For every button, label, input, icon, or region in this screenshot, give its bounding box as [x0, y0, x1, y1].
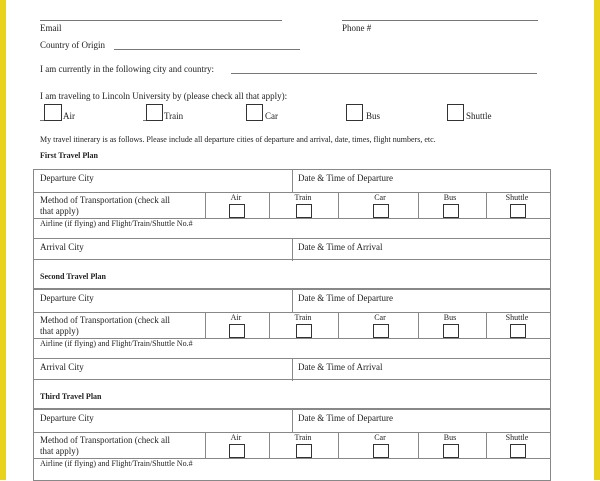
shuttle-method-checkbox[interactable] — [510, 204, 526, 218]
option-divider — [486, 433, 487, 459]
car-method-checkbox[interactable] — [373, 444, 389, 458]
car-method-label: Car — [374, 193, 386, 202]
departure-datetime-label: Date & Time of Departure — [298, 173, 393, 183]
method-label-line1: Method of Transportation (check all — [40, 315, 170, 325]
option-divider — [338, 433, 339, 459]
train-method-label: Train — [294, 313, 312, 322]
arrival-row-bottom — [33, 259, 550, 260]
departure-divider — [292, 170, 293, 192]
plan-title: First Travel Plan — [40, 151, 98, 160]
country-label: Country of Origin — [40, 40, 105, 50]
car-method-checkbox[interactable] — [373, 204, 389, 218]
bus-method-checkbox[interactable] — [443, 444, 459, 458]
shuttle-method-label: Shuttle — [505, 433, 529, 442]
phone-label: Phone # — [342, 23, 372, 33]
method-label-line2: that apply) — [40, 326, 79, 336]
option-divider — [338, 193, 339, 219]
bus-method-label: Bus — [443, 313, 457, 322]
air-method-checkbox[interactable] — [229, 204, 245, 218]
departure-city-label: Departure City — [40, 173, 94, 183]
bus-method-checkbox[interactable] — [443, 324, 459, 338]
departure-row — [34, 410, 550, 432]
method-label-line1: Method of Transportation (check all — [40, 435, 170, 445]
air-option-label: Air — [63, 111, 75, 121]
method-label — [40, 435, 170, 457]
arrival-divider — [292, 239, 293, 261]
shuttle-method-label: Shuttle — [505, 193, 529, 202]
arrival-row — [34, 358, 550, 409]
bus-checkbox[interactable] — [346, 104, 363, 121]
airline-row — [34, 458, 550, 481]
right-border — [594, 0, 600, 480]
option-divider — [269, 433, 270, 459]
departure-datetime-label: Date & Time of Departure — [298, 293, 393, 303]
airline-label: Airline (if flying) and Flight/Train/Shuttle No.# — [40, 339, 193, 348]
left-border — [0, 0, 6, 480]
bus-method-label: Bus — [443, 433, 457, 442]
car-option-label: Car — [265, 111, 278, 121]
method-label-line1: Method of Transportation (check all — [40, 195, 170, 205]
arrival-city-label: Arrival City — [40, 362, 84, 372]
email-field[interactable] — [40, 20, 282, 21]
arrival-row — [34, 238, 550, 289]
option-divider — [269, 313, 270, 339]
option-divider — [338, 313, 339, 339]
phone-field[interactable] — [342, 20, 538, 21]
departure-datetime-label: Date & Time of Departure — [298, 413, 393, 423]
air-method-label: Air — [230, 433, 242, 442]
current-location-field[interactable] — [231, 73, 537, 74]
train-method-checkbox[interactable] — [296, 204, 312, 218]
current-location-label: I am currently in the following city and country: — [40, 64, 214, 74]
air-method-label: Air — [230, 313, 242, 322]
option-divider — [269, 193, 270, 219]
arrival-datetime-label: Date & Time of Arrival — [298, 362, 383, 372]
option-divider — [418, 193, 419, 219]
train-method-checkbox[interactable] — [296, 444, 312, 458]
bus-method-label: Bus — [443, 193, 457, 202]
travel-plan-table — [33, 169, 551, 289]
option-divider — [418, 313, 419, 339]
shuttle-option-label: Shuttle — [466, 111, 492, 121]
email-label: Email — [40, 23, 62, 33]
train-option-label: Train — [164, 111, 184, 121]
option-divider — [486, 193, 487, 219]
travel-plan-table — [33, 409, 551, 481]
method-label-line2: that apply) — [40, 206, 79, 216]
air-method-checkbox[interactable] — [229, 324, 245, 338]
shuttle-checkbox[interactable] — [447, 104, 464, 121]
method-row — [34, 312, 550, 339]
option-divider — [486, 313, 487, 339]
arrival-city-label: Arrival City — [40, 242, 84, 252]
bus-method-checkbox[interactable] — [443, 204, 459, 218]
plan-title: Second Travel Plan — [40, 272, 106, 281]
airline-row — [34, 338, 550, 359]
airline-row — [34, 218, 550, 239]
air-method-label: Air — [230, 193, 242, 202]
departure-row — [34, 170, 550, 192]
bus-option-label: Bus — [366, 111, 381, 121]
departure-divider — [292, 410, 293, 432]
train-method-checkbox[interactable] — [296, 324, 312, 338]
car-method-checkbox[interactable] — [373, 324, 389, 338]
air-method-checkbox[interactable] — [229, 444, 245, 458]
departure-city-label: Departure City — [40, 293, 94, 303]
method-label-line2: that apply) — [40, 446, 79, 456]
country-field[interactable] — [114, 49, 300, 50]
train-method-label: Train — [294, 433, 312, 442]
departure-divider — [292, 290, 293, 312]
car-checkbox[interactable] — [246, 104, 263, 121]
airline-label: Airline (if flying) and Flight/Train/Shuttle No.# — [40, 219, 193, 228]
arrival-row-bottom — [33, 379, 550, 380]
arrival-divider — [292, 359, 293, 381]
departure-row — [34, 290, 550, 312]
shuttle-method-label: Shuttle — [505, 313, 529, 322]
car-method-label: Car — [374, 433, 386, 442]
air-checkbox[interactable] — [44, 104, 62, 121]
option-divider — [418, 433, 419, 459]
airline-label: Airline (if flying) and Flight/Train/Shuttle No.# — [40, 459, 193, 468]
train-method-label: Train — [294, 193, 312, 202]
plan-title: Third Travel Plan — [40, 392, 102, 401]
itinerary-instructions: My travel itinerary is as follows. Please include all departure cities of departure and arrival, date, times, flight numbers, etc. — [40, 135, 436, 144]
traveling-label: I am traveling to Lincoln University by (please check all that apply): — [40, 91, 288, 101]
shuttle-method-checkbox[interactable] — [510, 444, 526, 458]
travel-plan-table — [33, 289, 551, 409]
shuttle-method-checkbox[interactable] — [510, 324, 526, 338]
departure-city-label: Departure City — [40, 413, 94, 423]
option-divider — [205, 193, 206, 219]
method-label — [40, 315, 170, 337]
arrival-datetime-label: Date & Time of Arrival — [298, 242, 383, 252]
train-checkbox[interactable] — [146, 104, 163, 121]
method-label — [40, 195, 170, 217]
option-divider — [205, 433, 206, 459]
method-row — [34, 192, 550, 219]
method-row — [34, 432, 550, 459]
option-divider — [205, 313, 206, 339]
car-method-label: Car — [374, 313, 386, 322]
